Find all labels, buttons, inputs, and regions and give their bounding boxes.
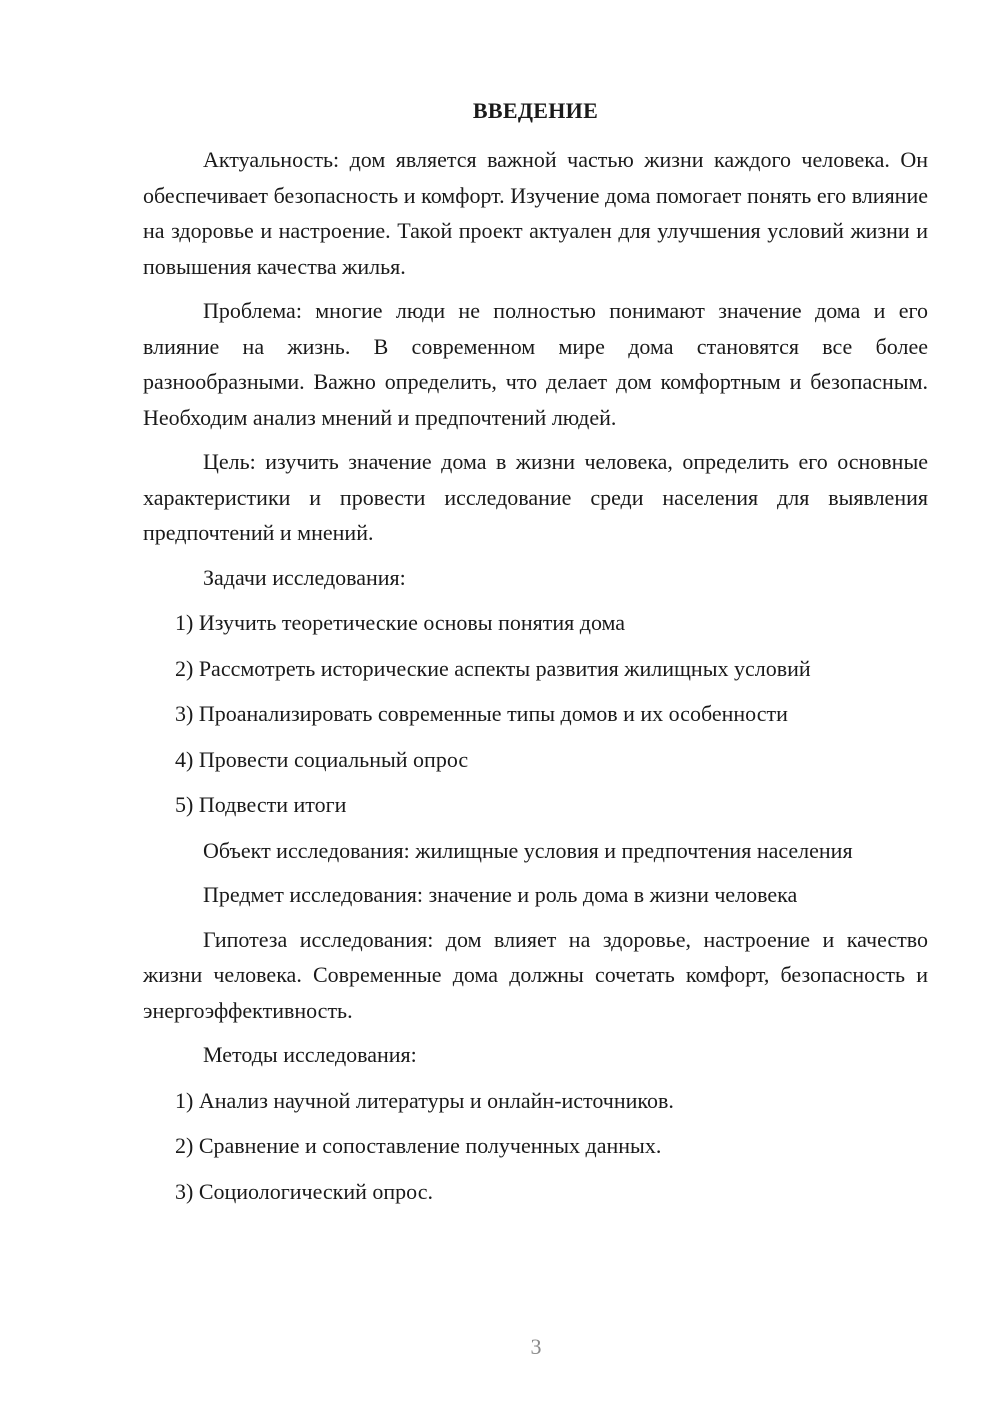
hypothesis-paragraph: Гипотеза исследования: дом влияет на здоровье, настроение и качество жизни человека. Современные дома должны сочетать комфорт, безопасность и энергоэффективность. <box>143 926 928 1023</box>
task-item: 1) Изучить теоретические основы понятия дома <box>175 610 626 635</box>
methods-heading: Методы исследования: <box>203 1042 417 1067</box>
document-body <box>143 96 928 1219</box>
task-item: 5) Подвести итоги <box>175 792 347 817</box>
section-title: ВВЕДЕНИЕ <box>472 98 599 123</box>
method-item: 2) Сравнение и сопоставление полученных данных. <box>175 1133 662 1158</box>
task-item: 3) Проанализировать современные типы домов и их особенности <box>175 701 788 726</box>
object-paragraph: Объект исследования: жилищные условия и предпочтения населения <box>203 837 853 863</box>
method-item: 3) Социологический опрос. <box>175 1178 433 1204</box>
problem-paragraph: Проблема: многие люди не полностью понимают значение дома и его влияние на жизнь. В современном мире дома становятся все более разнообразными. Важно определить, что делает дом комфортным и безопасным. Необходим анализ мнений и предпочтений людей. <box>143 298 928 430</box>
tasks-heading: Задачи исследования: <box>203 564 406 590</box>
relevance-paragraph: Актуальность: дом является важной частью жизни каждого человека. Он обеспечивает безопасность и комфорт. Изучение дома помогает понять его влияние на здоровье и настроение. Такой проект актуален для улучшения условий жизни и повышения качества жилья. <box>143 147 928 279</box>
subject-paragraph: Предмет исследования: значение и роль дома в жизни человека <box>203 882 798 907</box>
task-item: 4) Провести социальный опрос <box>175 746 469 772</box>
method-item: 1) Анализ научной литературы и онлайн-источников. <box>175 1087 674 1113</box>
task-item: 2) Рассмотреть исторические аспекты развития жилищных условий <box>175 655 811 681</box>
goal-paragraph: Цель: изучить значение дома в жизни человека, определить его основные характеристики и провести исследование среди населения для выявления предпочтений и мнений. <box>143 449 928 545</box>
page-number: 3 <box>530 1334 542 1359</box>
